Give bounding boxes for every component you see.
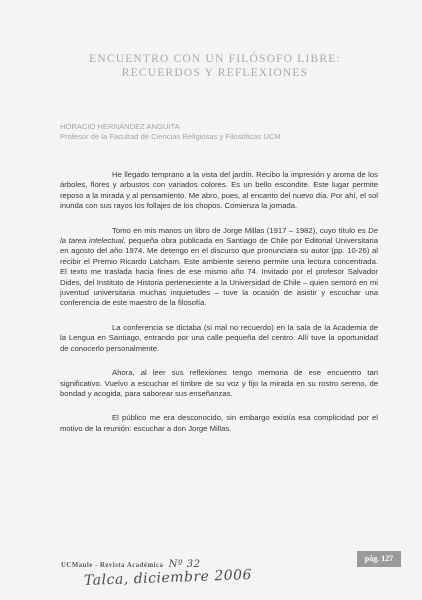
- book-title: De la tarea intelectual: [60, 225, 378, 246]
- paragraph-3: La conferencia se dictaba (si mal no recuerdo) en la sala de la Academia de la Lengua en Santiago, entrando por una calle pequeña del centro. Allí tuve la oportunidad de conocerlo personalmente.: [60, 322, 378, 353]
- author-block: [60, 122, 281, 142]
- article-title-line-1: ENCUENTRO CON UN FILÓSOFO LIBRE:: [89, 53, 341, 65]
- journal-name: UCMaule - Revista Académica: [61, 562, 164, 569]
- paragraph-2-start: Tomo en mis manos un libro de Jorge Millas (1917 – 1982), cuyo título es: [112, 225, 366, 235]
- article-title: [60, 52, 370, 80]
- paragraph-5: El público me era desconocido, sin embargo existía esa complicidad por el motivo de la reunión: escuchar a don Jorge Millas.: [60, 413, 378, 433]
- issue-number: Nº 32: [168, 559, 201, 570]
- paragraph-2: [60, 226, 378, 309]
- paragraph-2-rest: , pequeña obra publicada en Santiago de Chile por Editorial Universitaria en agosto del año 1974. Me detengo en el discurso que pronunciara su autor (pp. 10-26) al recibir el Premio Ricardo Latcham. Este ambiente sereno permite una lectura concentrada. El texto me traslada hacia fines de ese mismo año 74. Invitado por el profesor Salvador Dides, del Instituto de Historia perteneciente a la Universidad de Chile – quien semoró en mi juventud universitaria muchas inquietudes – tuve la ocasión de asistir y escuchar una conferencia de este maestro de la filosofía.: [60, 236, 378, 308]
- article-body: [60, 170, 378, 448]
- author-affiliation: Profesor de la Facultad de Ciencias Religiosas y Filosóficas UCM: [60, 132, 281, 141]
- author-name: HORACIO HERNÁNDEZ ANGUITA: [60, 122, 180, 131]
- page-number-badge: pág. 127: [357, 551, 401, 567]
- handwritten-note: Talca, diciembre 2006: [83, 567, 253, 589]
- article-title-line-2: RECUERDOS Y REFLEXIONES: [121, 67, 309, 79]
- paragraph-4: Ahora, al leer sus reflexiones tengo memoria de ese encuentro tan significativo. Vuelvo a escuchar el timbre de su voz y fijo la mirada en su rostro sereno, de bondad y acogida, para saborear sus enseñanzas.: [60, 368, 378, 398]
- paragraph-1: He llegado temprano a la vista del jardín. Recibo la impresión y aroma de los árboles, flores y arbustos con variados colores. Es un bello escondite. Este lugar permite reposo a la mirada y al pensamiento. Me abro, pues, al encanto del nuevo día. Por ahí, el sol inunda con sus rayos los follajes de los chopos. Comienza la jornada.: [60, 170, 378, 211]
- journal-footer: [61, 559, 200, 570]
